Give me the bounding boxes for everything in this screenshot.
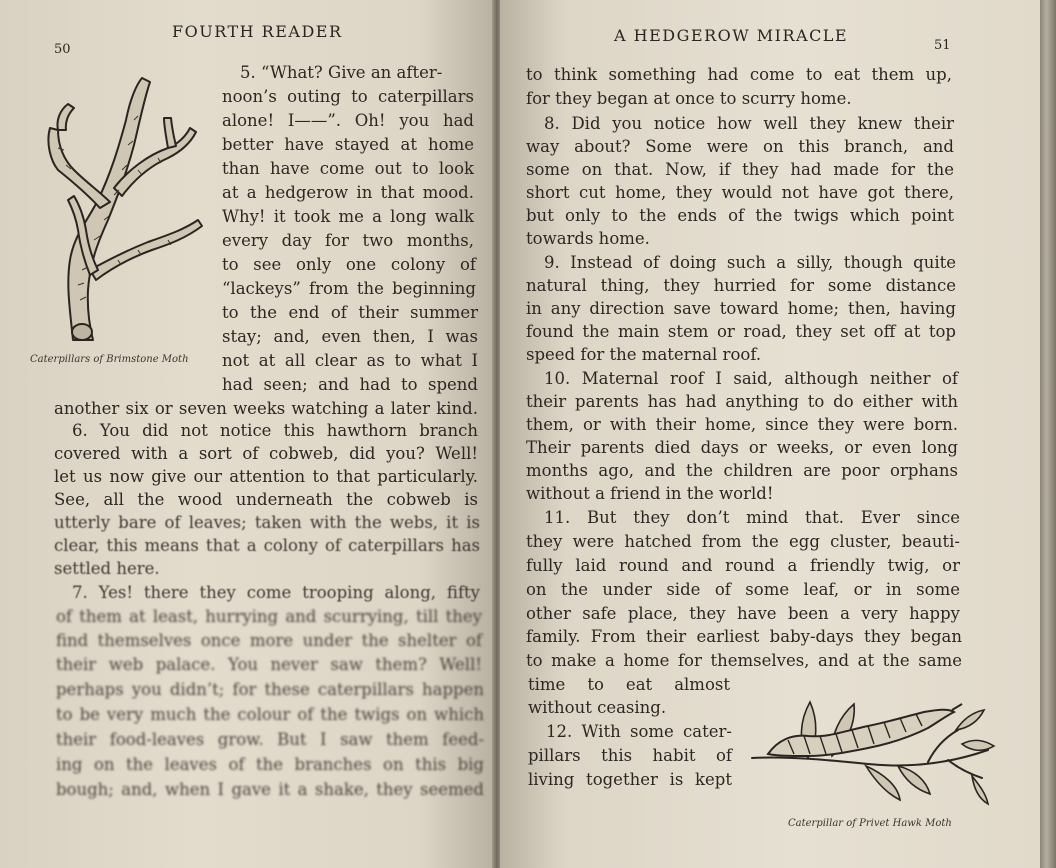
book-page-edges	[1040, 0, 1056, 868]
right-page	[500, 0, 1040, 868]
text-line: they were hatched from the egg cluster, beauti-	[526, 532, 960, 551]
text-line: 5. “What? Give an after-	[240, 63, 443, 82]
text-line: at a hedgerow in that mood.	[222, 183, 474, 202]
text-line: ing on the leaves of the branches on this big	[56, 755, 484, 774]
privet-hawk-moth-caterpillar-illustration	[748, 690, 998, 810]
text-line: to think something had come to eat them up,	[526, 65, 952, 84]
text-line: in any direction save toward home; then, having	[526, 299, 956, 318]
text-line: to see only one colony of	[222, 255, 476, 274]
text-line: “lackeys” from the beginning	[222, 279, 476, 298]
text-line: found the main stem or road, they set off at top	[526, 322, 956, 341]
text-line: on the under side of some leaf, or in some	[526, 580, 960, 599]
text-line: See, all the wood underneath the cobweb is	[54, 490, 478, 509]
text-line: some on that. Now, if they had made for the	[526, 160, 954, 179]
text-line: without a friend in the world!	[526, 484, 774, 503]
text-line: clear, this means that a colony of caterpillars has	[54, 536, 480, 555]
text-line: than have come out to look	[222, 159, 474, 178]
text-line: find themselves once more under the shelter of	[56, 631, 482, 650]
text-line: way about? Some were on this branch, and	[526, 137, 954, 156]
left-page-number: 50	[54, 42, 71, 57]
text-line: Why! it took me a long walk	[222, 207, 474, 226]
text-line: another six or seven weeks watching a later kind.	[54, 399, 478, 418]
text-line: Their parents died days or weeks, or even long	[526, 438, 958, 457]
text-line: noon’s outing to caterpillars	[222, 87, 474, 106]
text-line: to the end of their summer	[222, 303, 478, 322]
text-line: 7. Yes! there they come trooping along, fifty	[72, 583, 480, 602]
text-line: family. From their earliest baby-days they began	[526, 627, 962, 646]
text-line: fully laid round and round a friendly twig, or	[526, 556, 960, 575]
brimstone-moth-caterpillars-illustration	[18, 70, 208, 350]
text-line: speed for the maternal roof.	[526, 345, 762, 364]
text-line: pillars this habit of	[528, 746, 732, 765]
text-line: other safe place, they have been a very happy	[526, 604, 960, 623]
text-line: utterly bare of leaves; taken with the webs, it is	[54, 513, 480, 532]
text-line: to make a home for themselves, and at the same	[526, 651, 962, 670]
text-line: had seen; and had to spend	[222, 375, 478, 394]
text-line: towards home.	[526, 229, 650, 248]
text-line: short cut home, they would not have got there,	[526, 183, 954, 202]
text-line: time to eat almost	[528, 675, 730, 694]
text-line: stay; and, even then, I was	[222, 327, 478, 346]
text-line: settled here.	[54, 559, 160, 578]
text-line: for they began at once to scurry home.	[526, 89, 852, 108]
text-line: every day for two months,	[222, 231, 474, 250]
right-running-head: A HEDGEROW MIRACLE	[614, 26, 849, 45]
text-line: months ago, and the children are poor orphans	[526, 461, 958, 480]
text-line: not at all clear as to what I	[222, 351, 478, 370]
text-line: their food-leaves grow. But I saw them feed-	[56, 730, 484, 749]
text-line: without ceasing.	[528, 698, 667, 717]
text-line: them, or with their home, since they were born.	[526, 415, 958, 434]
text-line: their parents has had anything to do either with	[526, 392, 958, 411]
left-running-head: FOURTH READER	[172, 22, 343, 41]
text-line: 10. Maternal roof I said, although neither of	[544, 369, 958, 388]
text-line: alone! I——”. Oh! you had	[222, 111, 474, 130]
text-line: their web palace. You never saw them? Well!	[56, 655, 482, 674]
text-line: let us now give our attention to that particularly.	[54, 467, 478, 486]
text-line: 8. Did you notice how well they knew their	[544, 114, 954, 133]
right-page-number: 51	[934, 38, 951, 53]
text-line: bough; and, when I gave it a shake, they seemed	[56, 780, 484, 799]
text-line: to be very much the colour of the twigs on which	[56, 705, 484, 724]
text-line: covered with a sort of cobweb, did you? Well!	[54, 444, 478, 463]
text-line: better have stayed at home	[222, 135, 474, 154]
left-illustration-caption: Caterpillars of Brimstone Moth	[30, 354, 189, 365]
text-line: but only to the ends of the twigs which point	[526, 206, 954, 225]
text-line: 9. Instead of doing such a silly, though quite	[544, 253, 956, 272]
right-illustration-caption: Caterpillar of Privet Hawk Moth	[788, 818, 952, 829]
text-line: living together is kept	[528, 770, 732, 789]
text-line: natural thing, they hurried for some distance	[526, 276, 956, 295]
text-line: 12. With some cater-	[546, 722, 732, 741]
left-page	[0, 0, 494, 868]
text-line: perhaps you didn’t; for these caterpillars happen	[56, 680, 484, 699]
text-line: of them at least, hurrying and scurrying, till they	[56, 607, 482, 626]
text-line: 6. You did not notice this hawthorn branch	[72, 421, 478, 440]
text-line: 11. But they don’t mind that. Ever since	[544, 508, 960, 527]
